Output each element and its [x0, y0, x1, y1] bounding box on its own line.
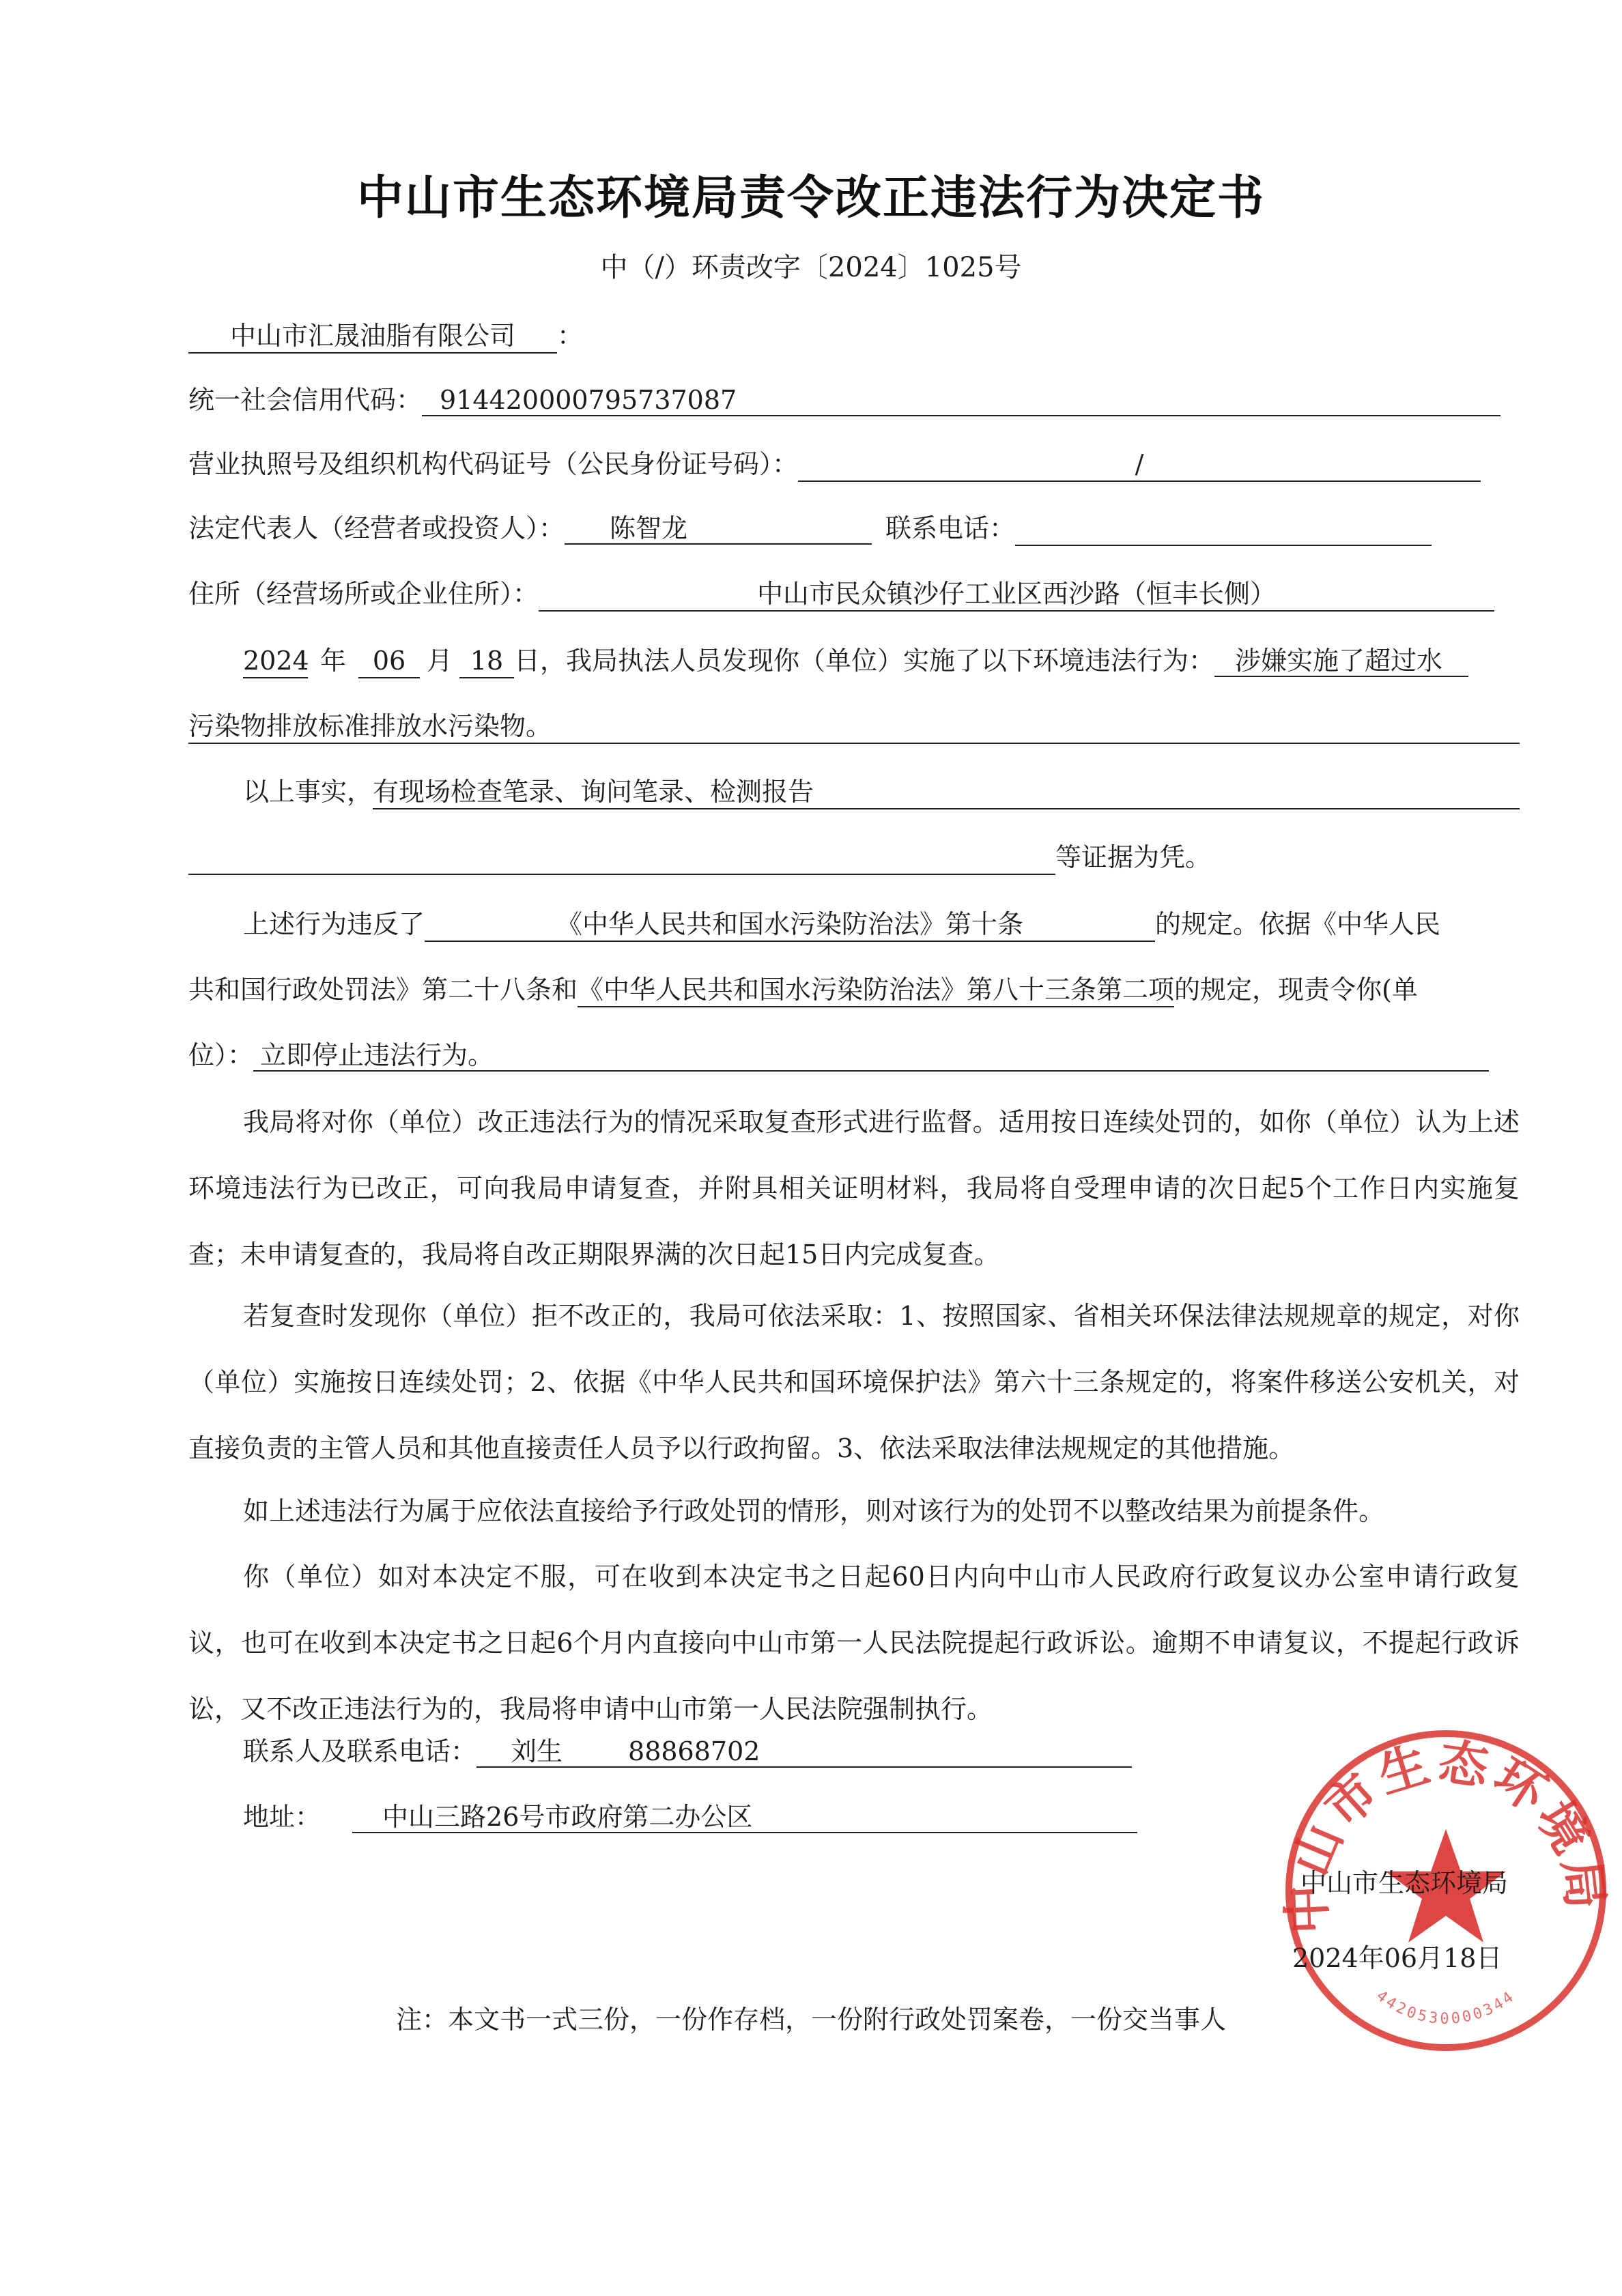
contact-value: [476, 1735, 1132, 1768]
finding-year-label: 年: [320, 646, 347, 676]
phone-value: [1015, 512, 1432, 546]
violation-line2: 污染物排放标准排放水污染物。: [188, 710, 1520, 744]
office-address-value: 中山三路26号市政府第二办公区: [352, 1800, 1137, 1833]
credit-code-row: [188, 384, 1500, 416]
evidence-line1: [243, 775, 1520, 809]
violated-mid: 的规定。依据《中华人民: [1155, 909, 1441, 939]
paragraph-penalty: 如上述违法行为属于应依法直接给予行政处罚的情形，则对该行为的处罚不以整改结果为前提条件。: [243, 1496, 1385, 1526]
contact-row: [243, 1735, 1132, 1768]
license-value: /: [798, 448, 1481, 482]
footer-note: 注：本文书一式三份，一份作存档，一份附行政处罚案卷，一份交当事人: [395, 2005, 1226, 2035]
credit-code-label: 统一社会信用代码：: [188, 385, 423, 415]
violated-line2: [188, 973, 1418, 1007]
legal-rep-value: 陈智龙: [565, 512, 872, 545]
finding-month-label: 月: [427, 646, 453, 676]
paragraph-appeal: 你（单位）如对本决定不服，可在收到本决定书之日起60日内向中山市人民政府行政复议办公室申请行政复议，也可在收到本决定书之日起6个月内直接向中山市第一人民法院提起行政诉讼。逾期不申请复议，不提起行政诉讼，又不改正违法行为的，我局将申请中山市第一人民法院强制执行。: [188, 1562, 1520, 1724]
signature-org: 中山市生态环境局: [1300, 1868, 1509, 1898]
evidence-prefix: 以上事实，: [243, 777, 373, 807]
violated-line2-a: 共和国行政处罚法》第二十八条和: [188, 975, 578, 1005]
address-row: [188, 577, 1494, 612]
contact-name: 刘生: [511, 1736, 563, 1766]
license-row: [188, 448, 1481, 482]
violated-prefix: 上述行为违反了: [243, 909, 425, 939]
license-label: 营业执照号及组织机构代码证号（公民身份证号码）：: [188, 449, 799, 479]
order-value: 立即停止违法行为。: [253, 1039, 1489, 1072]
legal-rep-label: 法定代表人（经营者或投资人）：: [188, 513, 565, 543]
contact-label: 联系人及联系电话：: [243, 1736, 477, 1766]
evidence-line2: [188, 841, 1211, 875]
signature-date: 2024年06月18日: [1292, 1943, 1503, 1973]
seal-text: 中山市生态环境局: [1277, 1732, 1616, 1936]
violated-line3-a: 位）：: [188, 1040, 254, 1070]
document-title: 中山市生态环境局责令改正违法行为决定书: [356, 171, 1265, 225]
paragraph-review: 我局将对你（单位）改正违法行为的情况采取复查形式进行监督。适用按日连续处罚的，如你（单位）认为上述环境违法行为已改正，可向我局申请复查，并附具相关证明材料，我局将自受理申请的次日起5个工作日内实施复查；未申请复查的，我局将自改正期限界满的次日起15日内完成复查。: [188, 1107, 1520, 1269]
evidence-suffix: 等证据为凭。: [1055, 842, 1212, 872]
violation-line1: 涉嫌实施了超过水: [1214, 644, 1468, 677]
seal-number: 4420530000344: [1373, 1987, 1519, 2028]
violated-law: 《中华人民共和国水污染防治法》第十条: [425, 908, 1155, 942]
address-value: 中山市民众镇沙仔工业区西沙路（恒丰长侧）: [539, 577, 1494, 612]
violated-line1: [243, 908, 1440, 942]
address-label: 住所（经营场所或企业住所）：: [188, 579, 539, 609]
evidence-blank: [188, 841, 1055, 875]
office-address-label: 地址：: [243, 1802, 322, 1832]
evidence-value: 有现场检查笔录、询问笔录、检测报告: [373, 775, 1520, 809]
finding-day: 18: [459, 644, 514, 678]
party-suffix: ：: [557, 321, 584, 351]
violated-line2-law: 《中华人民共和国水污染防治法》第八十三条第二项: [578, 973, 1174, 1007]
party-line: [188, 319, 583, 354]
office-address-row: [243, 1800, 1137, 1833]
violated-line2-b: 的规定，现责令你(单: [1174, 975, 1418, 1005]
document-number: 中（/）环责改字〔2024〕1025号: [600, 252, 1022, 283]
legal-rep-row: [188, 512, 1432, 546]
paragraph-refusal: 若复查时发现你（单位）拒不改正的，我局可依法采取：1、按照国家、省相关环保法律法规规章的规定，对你（单位）实施按日连续处罚；2、依据《中华人民共和国环境保护法》第六十三条规定的，将案件移送公安机关，对直接负责的主管人员和其他直接责任人员予以行政拘留。3、依法采取法律法规规定的其他措施。: [188, 1301, 1520, 1463]
finding-day-label: 日，我局执法人员发现你（单位）实施了以下环境违法行为：: [514, 646, 1215, 676]
contact-phone: 88868702: [628, 1736, 760, 1766]
credit-code-value: 914420000795737087: [422, 384, 1500, 416]
finding-year: 2024: [243, 644, 308, 678]
finding-line2: [188, 710, 1520, 744]
party-name: 中山市汇晟油脂有限公司: [188, 319, 557, 354]
finding-month: 06: [358, 644, 420, 678]
violated-line3: [188, 1039, 1489, 1072]
phone-label: 联系电话：: [885, 513, 1016, 543]
finding-line1: [243, 644, 1468, 678]
